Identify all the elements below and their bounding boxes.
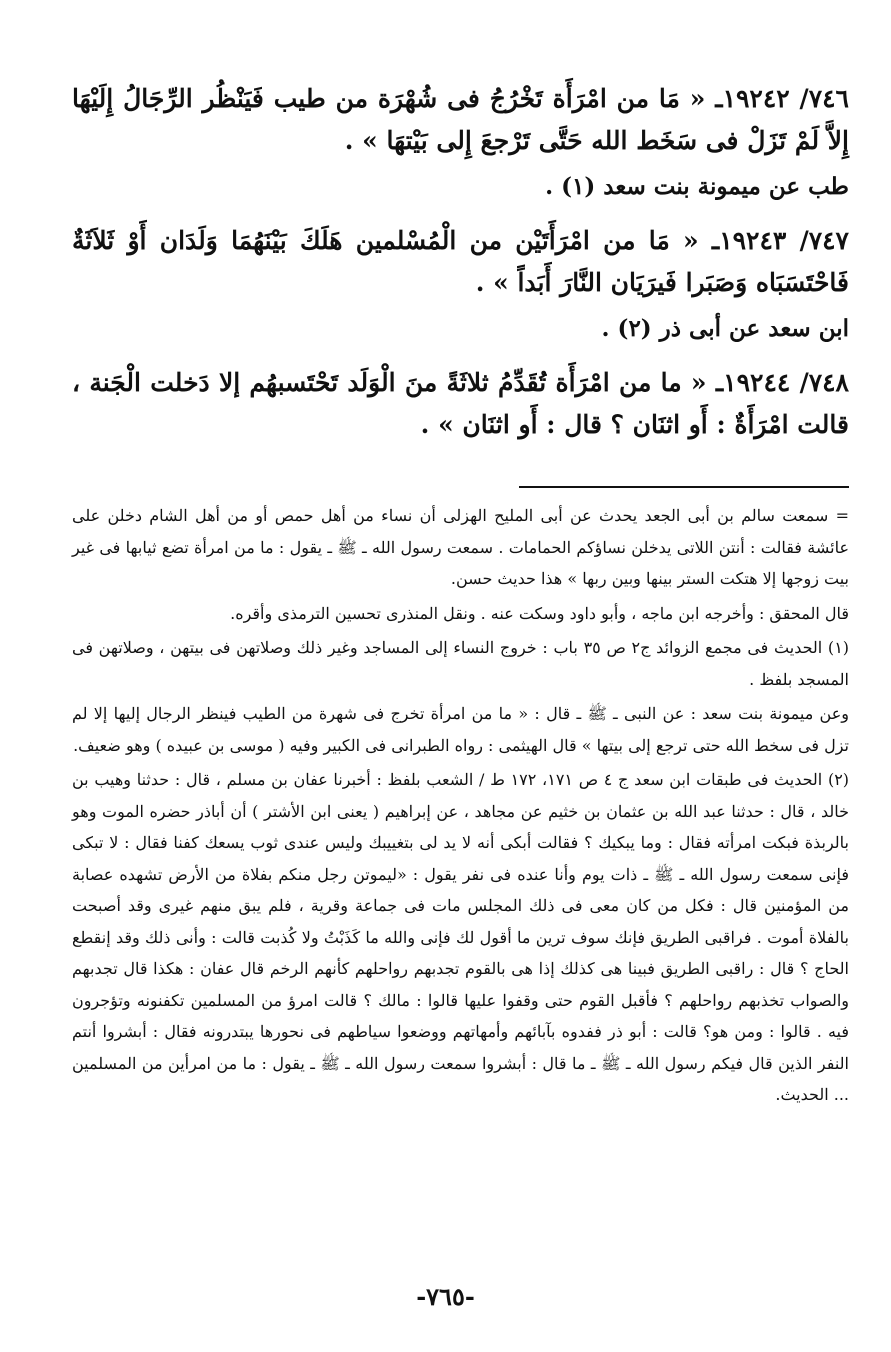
hadith-747: ٧٤٧/ ١٩٢٤٣ـ « مَا من امْرَأَتَيْن من الْمُسْلمين هَلَكَ بَيْنَهُمَا وَلَدَان أَوْ ثَلاَثَةٌ فَاحْتَسَبَاه وَصَبَرا فَيرَيَان النَّارَ أَبَداً » . xyxy=(72,226,849,297)
book-page xyxy=(72,0,849,1352)
footnote-continuation-2: قال المحقق : وأخرجه ابن ماجه ، وأبو داود وسكت عنه . ونقل المنذرى تحسين الترمذى وأقره. xyxy=(230,603,849,623)
source-746: طب عن ميمونة بنت سعد (١) . xyxy=(545,173,849,200)
footnote-2: (٢) الحديث فى طبقات ابن سعد ج ٤ ص ١٧١، ١٧٢ ط / الشعب بلفظ : أخبرنا عفان بن مسلم ، قال : حدثنا وهيب بن خالد ، قال : حدثنا عبد الله بن عثمان بن خثيم عن مجاهد ، عن إبراهيم ( يعنى ابن الأشتر ) أن أباذر حضره الموت وهو بالربذة فبكت امرأته فقال : وما يبكيك ؟ فقالت أبكى أنه لا يد لى بتغييبك وليس عندى ثوب يسعك كفنا فقال : لا تبكى فإنى سمعت رسول الله ـ ﷺ ـ ذات يوم وأنا عنده فى نفر يقول : «ليموتن رجل منكم بفلاة من الأرض تشهده عصابة من المؤمنين قال : فكل من كان معى فى ذلك المجلس مات فى جماعة وقرية ، فلم يبق منهم غيرى وقد أصبحت بالفلاة أموت . فراقبى الطريق فإنك سوف ترين ما أقول لك فإنى والله ما كَذَبْتُ ولا كُذبت قالت : وأنى ذلك وقد إنقطع الحاج ؟ قال : راقبى الطريق فبينا هى كذلك إذا هى بالقوم تجدبهم رواحلهم كأنهم الرخم قال عفان : هكذا قال تجدبهم والصواب تخذبهم رواحلهم ؟ فأقبل القوم حتى وقفوا عليها قالوا : مالك ؟ قالت امرؤ من المسلمين تكفنونه وتؤجرون فيه . قالوا : ومن هو؟ قالت : أبو ذر ففدوه بآبائهم وأمهاتهم ووضعوا سياطهم فى نحورها يبتدرونه فقال : أبشروا أنتم النفر الذين قال فيكم رسول الله ـ ﷺ ـ ما قال : أبشروا سمعت رسول الله ـ ﷺ ـ يقول : ما من امرأين من المسلمين ... الحديث. xyxy=(72,770,850,1104)
footnote-separator xyxy=(519,486,849,488)
hadith-746: ٧٤٦/ ١٩٢٤٢ـ « مَا من امْرَأَة تَخْرُجُ فى شُهْرَة من طيب فَيَنْظُر الرِّجَالُ إِلَيْهَا إِلاَّ لَمْ تَزَلْ فى سَخَط الله حَتَّى تَرْجعَ إِلى بَيْتهَا » . xyxy=(72,84,849,155)
footnote-continuation: = سمعت سالم بن أبى الجعد يحدث عن أبى المليح الهزلى أن نساء من أهل حمص أو من أهل الشام دخلن على عائشة فقالت : أنتن اللاتى يدخلن نساؤكم الحمامات . سمعت رسول الله ـ ﷺ ـ يقول : ما من امرأة تضع ثيابها فى غير بيت زوجها إلا هتكت الستر بينها وبين ربها » هذا حديث حسن. xyxy=(72,506,849,588)
source-747: ابن سعد عن أبى ذر (٢) . xyxy=(601,315,849,342)
hadith-748: ٧٤٨/ ١٩٢٤٤ـ « ما من امْرَأَة تُقَدِّمُ ثلاثَةً منَ الْوَلَد تَحْتَسبهُم إلا دَخلت الْجَنة ، قالت امْرَأَةٌ : أَو اثنَان ؟ قال : أَو اثنَان » . xyxy=(72,368,849,439)
footnote-1-text: وعن ميمونة بنت سعد : عن النبى ـ ﷺ ـ قال : « ما من امرأة تخرج فى شهرة من الطيب فينظر الرجال إليها إلا لم تزل فى سخط الله حتى ترجع إلى بيتها » قال الهيثمى : رواه الطبرانى فى الكبير وفيه ( موسى بن عبيده ) وهو ضعيف. xyxy=(72,704,850,755)
page-number: -٧٦٥- xyxy=(416,1282,475,1311)
main-text xyxy=(72,78,849,450)
footnote-1: (١) الحديث فى مجمع الزوائد ج٢ ص ٣٥ باب : خروج النساء إلى المساجد وغير ذلك وصلاتهن فى بيتهن ، وصلاتهن فى المسجد بلفظ . xyxy=(72,638,850,689)
footnotes xyxy=(72,500,849,1114)
